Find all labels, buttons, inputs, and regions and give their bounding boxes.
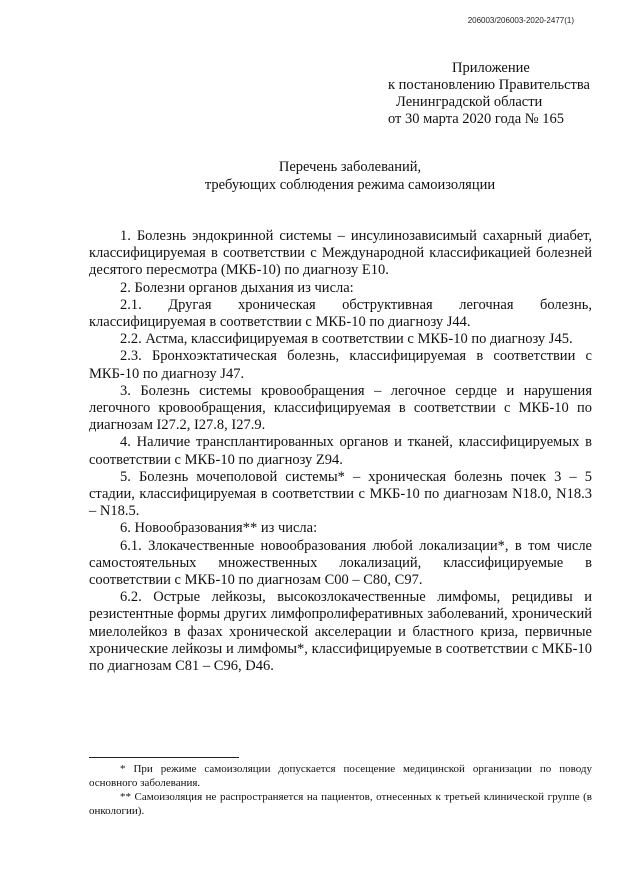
list-item-2-1: 2.1. Другая хроническая обструктивная легочная болезнь, классифицируемая в соответствии с МКБ-10 по диагнозу J44. bbox=[89, 296, 592, 331]
document-title bbox=[90, 158, 610, 194]
footnotes bbox=[89, 762, 592, 818]
list-item-6: 6. Новообразования** из числа: bbox=[120, 520, 318, 537]
appendix-header bbox=[388, 60, 590, 128]
title-line-1: Перечень заболеваний, bbox=[278, 159, 422, 175]
list-item-1: 1. Болезнь эндокринной системы – инсулинозависимый сахарный диабет, классифицируемая в соответствии с Международной классификацией болезней десятого пересмотра (МКБ-10) по диагнозу E10. bbox=[89, 228, 592, 279]
list-item-2-2: 2.2. Астма, классифицируемая в соответствии с МКБ-10 по диагнозу J45. bbox=[120, 331, 573, 348]
footnote-1: * При режиме самоизоляции допускается посещение медицинской организации по поводу основного заболевания. bbox=[89, 763, 592, 789]
list-item-6-2: 6.2. Острые лейкозы, высокозлокачественные лимфомы, рецидивы и резистентные формы других лимфопролиферативных заболеваний, хронический миелолейкоз в фазах хронической акселерации и бластного криза, первичные хронические лейкозы и лимфомы*, классифицируемые в соответствии с МКБ-10 по диагнозам C81 – C96, D46. bbox=[89, 589, 592, 675]
appendix-line-2: к постановлению Правительства bbox=[388, 77, 590, 93]
footnote-2: ** Самоизоляция не распространяется на пациентов, отнесенных к третьей клинической группе (в онкологии). bbox=[89, 791, 592, 817]
appendix-line-3: Ленинградской области bbox=[396, 94, 543, 110]
list-item-6-1: 6.1. Злокачественные новообразования любой локализации*, в том числе самостоятельных множественных локализаций, классифицируемые в соответствии с МКБ-10 по диагнозам C00 – C80, C97. bbox=[89, 537, 592, 589]
list-item-3: 3. Болезнь системы кровообращения – легочное сердце и нарушения легочного кровообращения, классифицируемая в соответствии с МКБ-10 по диагнозам I27.2, I27.8, I27.9. bbox=[89, 382, 592, 434]
footnote-divider bbox=[89, 757, 239, 758]
list-item-2-3: 2.3. Бронхоэктатическая болезнь, классифицируемая в соответствии с МКБ-10 по диагнозу J47. bbox=[89, 348, 592, 382]
list-item-2: 2. Болезни органов дыхания из числа: bbox=[120, 279, 354, 296]
appendix-line-4: от 30 марта 2020 года № 165 bbox=[388, 111, 564, 127]
document-id: 206003/206003-2020-2477(1) bbox=[467, 16, 574, 25]
appendix-line-1: Приложение bbox=[452, 60, 530, 76]
title-line-2: требующих соблюдения режима самоизоляции bbox=[204, 177, 496, 193]
list-item-4: 4. Наличие трансплантированных органов и тканей, классифицируемых в соответствии с МКБ-10 по диагнозу Z94. bbox=[89, 434, 592, 468]
list-item-5: 5. Болезнь мочеполовой системы* – хроническая болезнь почек 3 – 5 стадии, классифицируемая в соответствии с МКБ-10 по диагнозам N18.0, N18.3 – N18.5. bbox=[89, 468, 592, 520]
disease-list bbox=[89, 228, 592, 675]
